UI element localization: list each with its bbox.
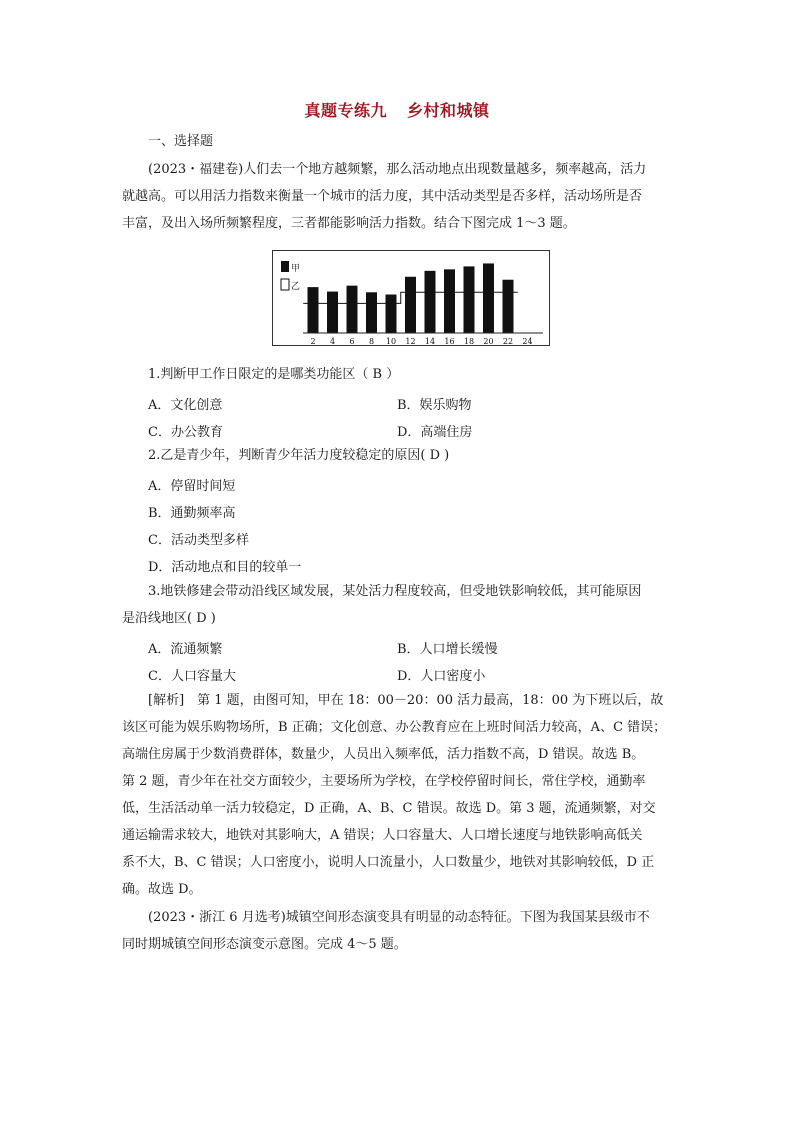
analysis-line-3: 高端住房属于少数消费群体，数量少，人员出入频率低，活力指数不高，D 错误。故选 B。 — [122, 747, 645, 762]
activity-chart — [272, 250, 550, 346]
q1-stem: 1.判断甲工作日限定的是哪类功能区（ B ） — [148, 367, 400, 382]
intro-line-3: 丰富，及出入场所频繁程度，三者都能影响活力指数。结合下图完成 1～3 题。 — [122, 216, 576, 231]
x-tick-20: 20 — [483, 337, 494, 345]
x-tick-12: 12 — [405, 337, 416, 345]
bar-jia-2 — [308, 287, 319, 333]
bar-jia-16 — [444, 269, 455, 333]
analysis-line-7: 系不大，B、C 错误；人口密度小，说明人口流量小，人口数量少，地铁对其影响较低，D 正 — [122, 855, 655, 870]
q3-stem-1: 3.地铁修建会带动沿线区域发展，某处活力程度较高，但受地铁影响较低，其可能原因 — [148, 584, 642, 599]
legend-label-jia: 甲 — [291, 264, 301, 274]
bar-jia-14 — [425, 271, 436, 333]
q1-option-d: D．高端住房 — [397, 425, 473, 440]
q2-option-c: C．活动类型多样 — [148, 533, 249, 548]
bar-jia-6 — [347, 286, 358, 333]
intro2-line-2: 同时期城镇空间形态演变示意图。完成 4～5 题。 — [122, 937, 407, 952]
x-tick-4: 4 — [329, 337, 336, 345]
bar-jia-22 — [503, 280, 514, 333]
title-part2: 乡村和城镇 — [407, 101, 490, 120]
page-title — [0, 98, 794, 121]
analysis-line-5: 低，生活活动单一活力较稳定，D 正确，A、B、C 错误。故选 D。第 3 题，流通频繁，对交 — [122, 801, 656, 816]
bar-jia-10 — [386, 295, 397, 333]
legend-swatch-yi — [281, 279, 289, 290]
x-tick-6: 6 — [349, 337, 355, 345]
q3-option-c: C．人口容量大 — [148, 669, 236, 684]
intro-line-2: 就越高。可以用活力指数来衡量一个城市的活力度，其中活动类型是否多样，活动场所是否 — [122, 189, 643, 204]
q2-stem: 2.乙是青少年，判断青少年活力度较稳定的原因( D ) — [148, 448, 450, 463]
q1-option-a: A．文化创意 — [148, 398, 223, 413]
title-part1: 真题专练九 — [304, 101, 387, 120]
q1-option-c: C．办公教育 — [148, 425, 223, 440]
q3-option-b: B．人口增长缓慢 — [397, 642, 498, 657]
bar-jia-8 — [366, 292, 377, 333]
q1-option-b: B．娱乐购物 — [397, 398, 472, 413]
x-tick-14: 14 — [424, 337, 436, 345]
x-tick-8: 8 — [368, 337, 375, 345]
analysis-line-8: 确。故选 D。 — [122, 882, 202, 897]
q2-option-d: D．活动地点和目的较单一 — [148, 560, 302, 575]
analysis-line-1: [解析] 第 1 题，由图可知，甲在 18：00－20：00 活力最高，18：00 为下班以后，故 — [148, 693, 664, 708]
q2-option-a: A．停留时间短 — [148, 479, 236, 494]
q2-option-b: B．通勤频率高 — [148, 506, 236, 521]
intro-line-1: (2023・福建卷)人们去一个地方越频繁，那么活动地点出现数量越多，频率越高，活力 — [148, 162, 647, 177]
analysis-line-4: 第 2 题，青少年在社交方面较少，主要场所为学校，在学校停留时间长，常住学校，通勤率 — [122, 774, 646, 789]
chart-svg — [273, 251, 549, 345]
legend-label-yi: 乙 — [291, 282, 301, 292]
x-tick-22: 22 — [502, 337, 514, 345]
section-heading: 一、选择题 — [148, 134, 214, 149]
x-tick-2: 2 — [310, 337, 316, 345]
bar-jia-4 — [327, 292, 338, 333]
bar-jia-12 — [405, 277, 416, 333]
x-tick-18: 18 — [463, 337, 475, 345]
analysis-line-2: 该区可能为娱乐购物场所，B 正确；文化创意、办公教育应在上班时间活力较高，A、C 错误； — [122, 720, 667, 735]
q3-stem-2: 是沿线地区( D ) — [122, 611, 216, 626]
x-tick-24: 24 — [522, 337, 533, 345]
legend-swatch-jia — [281, 261, 289, 272]
x-tick-10: 10 — [385, 337, 397, 345]
x-tick-16: 16 — [444, 337, 455, 345]
bar-jia-20 — [483, 263, 494, 333]
intro2-line-1: (2023・浙江 6 月选考)城镇空间形态演变具有明显的动态特征。下图为我国某县级市不 — [148, 910, 650, 925]
q3-option-a: A．流通频繁 — [148, 642, 223, 657]
q3-option-d: D．人口密度小 — [397, 669, 486, 684]
bar-jia-18 — [464, 266, 475, 333]
analysis-line-6: 通运输需求较大，地铁对其影响大，A 错误；人口容量大、人口增长速度与地铁影响高低关 — [122, 828, 643, 843]
